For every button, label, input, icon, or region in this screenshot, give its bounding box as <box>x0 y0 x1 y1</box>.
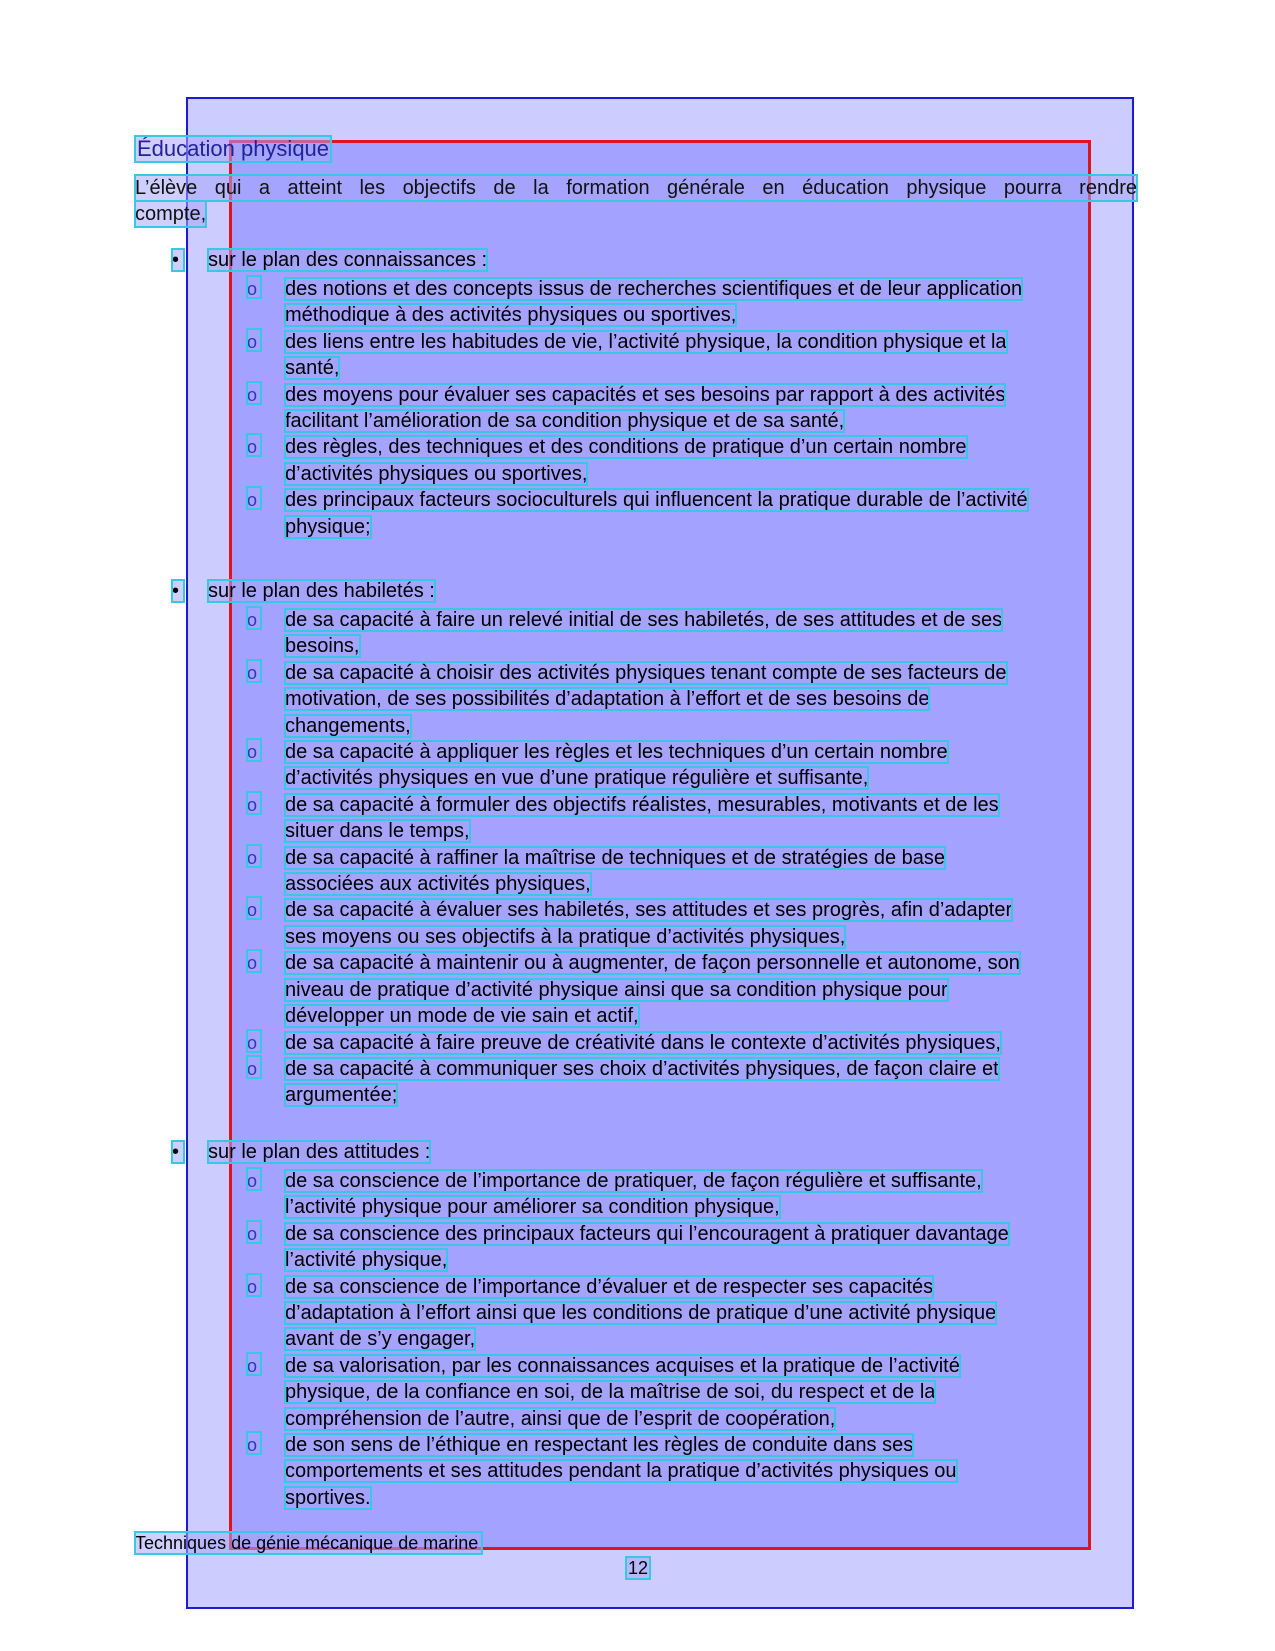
sub-bullet-icon: o <box>247 487 261 509</box>
text-line: d’activités physiques en vue d’une pratique régulière et suffisante, <box>285 767 869 790</box>
list-item-text <box>285 276 1137 329</box>
list-item-text <box>285 660 1137 739</box>
text-line: de sa conscience de l’importance d’évaluer et de respecter ses capacités <box>285 1275 934 1298</box>
bullet-icon: • <box>172 580 184 602</box>
section-heading <box>172 249 532 271</box>
text-line: développer un mode de vie sain et actif, <box>285 1005 639 1028</box>
text-line: de sa capacité à raffiner la maîtrise de techniques et de stratégies de base <box>285 846 946 869</box>
intro-paragraph <box>135 175 1137 227</box>
bullet-icon: • <box>172 1141 184 1163</box>
text-line: facilitant l’amélioration de sa condition physique et de sa santé, <box>285 410 845 433</box>
text-line: besoins, <box>285 635 360 658</box>
list-item-text <box>285 1221 1137 1274</box>
sub-bullet-icon: o <box>247 897 261 919</box>
text-line: méthodique à des activités physiques ou sportives, <box>285 304 737 327</box>
text-line: argumentée; <box>285 1084 398 1107</box>
list-item <box>247 739 1137 792</box>
text-line: d’activités physiques ou sportives, <box>285 462 588 485</box>
text-line: des liens entre les habitudes de vie, l’activité physique, la condition physique et la <box>285 330 1007 353</box>
list-item <box>247 276 1137 329</box>
list-item <box>247 1030 1137 1056</box>
list-item-text <box>285 792 1137 845</box>
sub-bullet-icon: o <box>247 607 261 629</box>
sub-bullet-icon: o <box>247 845 261 867</box>
sub-bullet-icon: o <box>247 276 261 298</box>
text-line: de sa capacité à communiquer ses choix d’activités physiques, de façon claire et <box>285 1057 999 1080</box>
list-item <box>247 1168 1137 1221</box>
list-item-text <box>285 382 1137 435</box>
list-item <box>247 487 1137 540</box>
text-line: physique; <box>285 515 371 538</box>
section-items-list <box>247 1168 1137 1511</box>
list-item <box>247 1432 1137 1511</box>
text-line: d’adaptation à l’effort ainsi que les conditions de pratique d’une activité physique <box>285 1302 997 1325</box>
text-line: niveau de pratique d’activité physique ainsi que sa condition physique pour <box>285 978 948 1001</box>
list-item-text <box>285 897 1137 950</box>
section-heading-text: sur le plan des habiletés : <box>208 580 435 602</box>
text-line: de sa conscience de l’importance de pratiquer, de façon régulière et suffisante, <box>285 1170 982 1192</box>
text-line: physique, de la confiance en soi, de la maîtrise de soi, du respect et de la <box>285 1381 936 1404</box>
footer-program-name: Techniques de génie mécanique de marine <box>135 1532 482 1554</box>
intro-line: L’élève qui a atteint les objectifs de la formation générale en éducation physique pourra rendre <box>135 177 1137 199</box>
list-item-text <box>285 845 1137 898</box>
sub-bullet-icon: o <box>247 739 261 761</box>
text-line: des notions et des concepts issus de recherches scientifiques et de leur application <box>285 278 1023 300</box>
list-item <box>247 1056 1137 1109</box>
text-line: de sa capacité à formuler des objectifs réalistes, mesurables, motivants et de les <box>285 793 999 816</box>
list-item <box>247 950 1137 1029</box>
text-line: de sa capacité à appliquer les règles et les techniques d’un certain nombre <box>285 741 948 764</box>
section-heading <box>172 1141 532 1163</box>
list-item <box>247 897 1137 950</box>
sub-bullet-icon: o <box>247 1030 261 1052</box>
list-item-text <box>285 1274 1137 1353</box>
list-item <box>247 382 1137 435</box>
text-line: de sa capacité à choisir des activités physiques tenant compte de ses facteurs de <box>285 661 1007 684</box>
list-item-text <box>285 434 1137 487</box>
text-line: de sa conscience des principaux facteurs qui l’encouragent à pratiquer davantage <box>285 1222 1009 1245</box>
bullet-icon: • <box>172 249 184 271</box>
list-item <box>247 792 1137 845</box>
text-line: compréhension de l’autre, ainsi que de l’esprit de coopération, <box>285 1407 836 1430</box>
text-line: santé, <box>285 357 340 380</box>
text-line: de sa capacité à faire preuve de créativité dans le contexte d’activités physiques, <box>285 1031 1001 1054</box>
list-item-text <box>285 487 1137 540</box>
list-item-text <box>285 1056 1137 1109</box>
section-heading <box>172 580 532 602</box>
list-item-text <box>285 1030 1137 1056</box>
text-line: sportives. <box>285 1486 371 1509</box>
sub-bullet-icon: o <box>247 950 261 972</box>
text-line: des principaux facteurs socioculturels qui influencent la pratique durable de l’activité <box>285 489 1028 512</box>
list-item-text <box>285 1432 1137 1511</box>
list-item <box>247 607 1137 660</box>
text-line: de sa valorisation, par les connaissances acquises et la pratique de l’activité <box>285 1354 960 1377</box>
text-line: l’activité physique pour améliorer sa condition physique, <box>285 1196 780 1219</box>
list-item-text <box>285 950 1137 1029</box>
section-heading-text: sur le plan des attitudes : <box>208 1141 431 1163</box>
list-item-text <box>285 1168 1137 1221</box>
text-line: de sa capacité à faire un relevé initial de ses habiletés, de ses attitudes et de ses <box>285 609 1003 631</box>
sub-bullet-icon: o <box>247 434 261 456</box>
sub-bullet-icon: o <box>247 1168 261 1190</box>
text-line: des règles, des techniques et des conditions de pratique d’un certain nombre <box>285 436 967 459</box>
list-item <box>247 1274 1137 1353</box>
list-item-text <box>285 607 1137 660</box>
intro-line: compte, <box>135 203 207 225</box>
text-line: des moyens pour évaluer ses capacités et ses besoins par rapport à des activités <box>285 383 1006 406</box>
text-line: avant de s’y engager, <box>285 1328 476 1351</box>
page-title: Éducation physique <box>137 136 330 161</box>
section-items-list <box>247 607 1137 1109</box>
list-item <box>247 1221 1137 1274</box>
sub-bullet-icon: o <box>247 1274 261 1296</box>
text-line: de sa capacité à maintenir ou à augmenter, de façon personnelle et autonome, son <box>285 952 1020 975</box>
sub-bullet-icon: o <box>247 1432 261 1454</box>
text-line: comportements et ses attitudes pendant la pratique d’activités physiques ou <box>285 1460 957 1483</box>
sub-bullet-icon: o <box>247 382 261 404</box>
page-number: 12 <box>628 1558 649 1578</box>
text-line: situer dans le temps, <box>285 820 470 843</box>
sub-bullet-icon: o <box>247 792 261 814</box>
list-item-text <box>285 329 1137 382</box>
sub-bullet-icon: o <box>247 329 261 351</box>
text-line: l’activité physique, <box>285 1249 448 1272</box>
text-line: ses moyens ou ses objectifs à la pratique d’activités physiques, <box>285 925 846 948</box>
sub-bullet-icon: o <box>247 1221 261 1243</box>
sub-bullet-icon: o <box>247 660 261 682</box>
text-line: associées aux activités physiques, <box>285 873 591 896</box>
text-line: de son sens de l’éthique en respectant les règles de conduite dans ses <box>285 1434 914 1457</box>
section-heading-text: sur le plan des connaissances : <box>208 249 488 271</box>
list-item-text <box>285 1353 1137 1432</box>
list-item <box>247 329 1137 382</box>
text-line: de sa capacité à évaluer ses habiletés, ses attitudes et ses progrès, afin d’adapter <box>285 899 1013 922</box>
list-item <box>247 660 1137 739</box>
sub-bullet-icon: o <box>247 1353 261 1375</box>
list-item <box>247 1353 1137 1432</box>
section-items-list <box>247 276 1137 540</box>
list-item <box>247 845 1137 898</box>
sub-bullet-icon: o <box>247 1056 261 1078</box>
text-line: changements, <box>285 714 411 737</box>
text-line: motivation, de ses possibilités d’adaptation à l’effort et de ses besoins de <box>285 688 930 711</box>
list-item <box>247 434 1137 487</box>
list-item-text <box>285 739 1137 792</box>
